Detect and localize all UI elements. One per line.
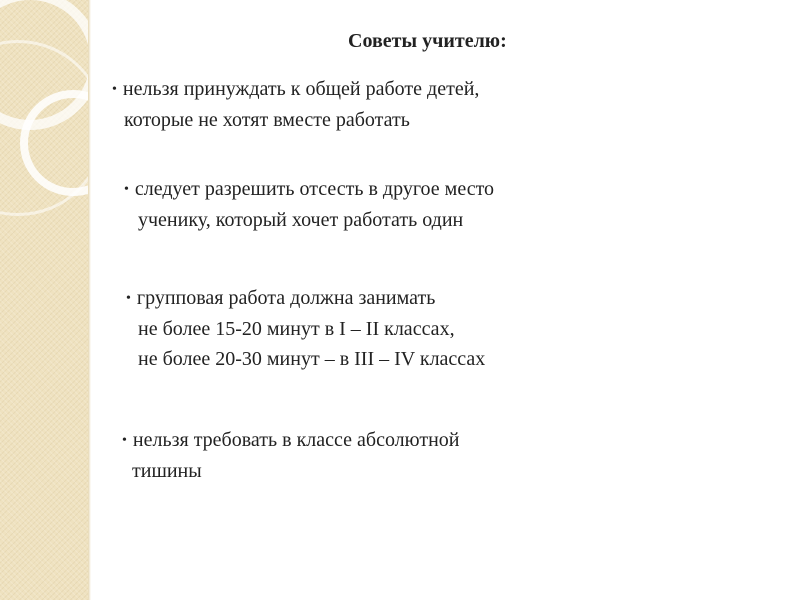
slide-title: Советы учителю: <box>348 30 507 52</box>
bullet-icon: • <box>122 433 127 448</box>
tip-text: тишины <box>132 460 202 482</box>
strip-edge-divider <box>88 0 91 600</box>
tip-text: не более 20-30 минут – в III – IV классах <box>138 348 486 370</box>
bullet-icon: • <box>126 291 131 306</box>
bullet-icon: • <box>112 82 117 97</box>
bullet-icon: • <box>124 182 129 197</box>
tip-item <box>112 74 479 135</box>
tip-item <box>124 174 494 235</box>
tip-text: не более 15-20 минут в I – II классах, <box>138 318 455 340</box>
tip-text: нельзя требовать в классе абсолютной <box>132 429 460 451</box>
decorative-side-strip <box>0 0 88 600</box>
tip-text: ученику, который хочет работать один <box>138 209 464 231</box>
tip-item <box>122 425 460 486</box>
tip-text: групповая работа должна занимать <box>136 287 436 309</box>
tip-item <box>126 283 485 374</box>
tip-text: нельзя принуждать к общей работе детей, <box>122 78 480 100</box>
tip-text: которые не хотят вместе работать <box>124 109 410 131</box>
tip-text: следует разрешить отсесть в другое место <box>134 178 495 200</box>
